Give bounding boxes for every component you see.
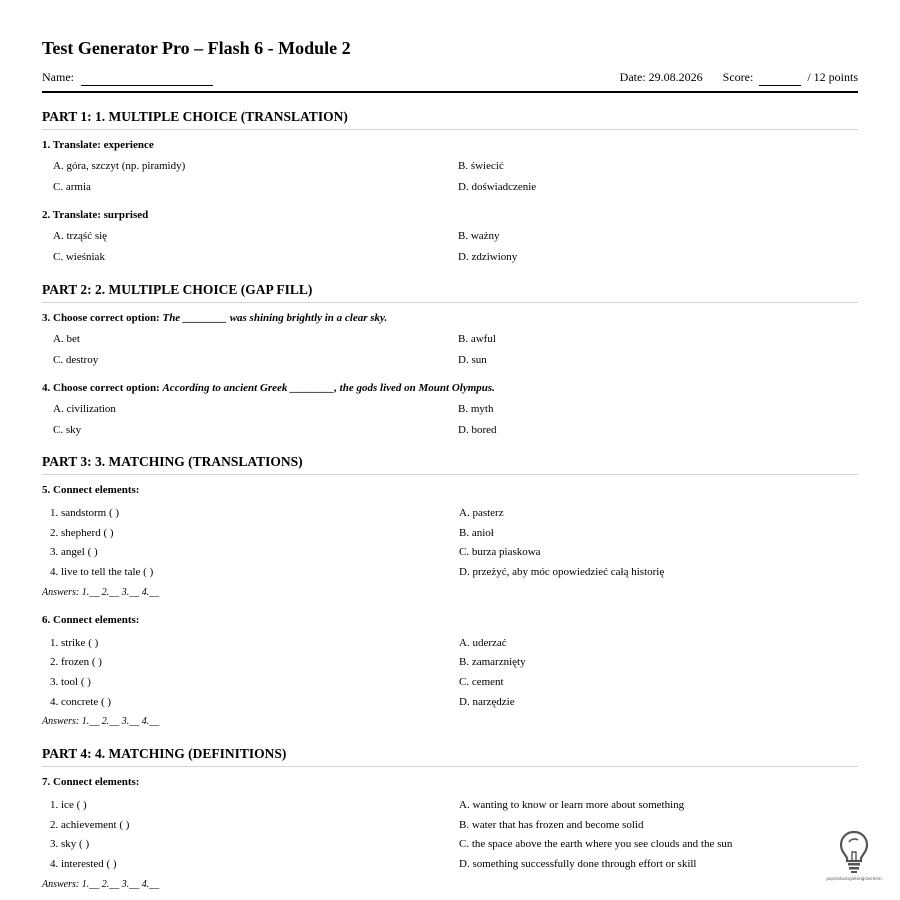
match-option: A. uderzać: [459, 637, 507, 649]
match-option: A. pasterz: [459, 507, 504, 519]
name-field: [42, 68, 213, 86]
answer-option: B. myth: [458, 403, 494, 415]
match-item: 3. tool ( ): [50, 676, 91, 688]
question-label: 3. Choose correct option:: [42, 312, 160, 324]
answer-option: D. sun: [458, 354, 487, 366]
test-sheet: [42, 0, 858, 900]
match-option: A. wanting to know or learn more about something: [459, 799, 685, 811]
part-heading: PART 2: 2. MULTIPLE CHOICE (GAP FILL): [42, 282, 313, 297]
answer-option: C. armia: [53, 181, 91, 193]
match-option: B. zamarznięty: [459, 656, 526, 668]
match-item: 4. interested ( ): [50, 858, 117, 870]
part-divider: [42, 302, 858, 303]
brand-logo: [826, 830, 882, 884]
match-option: B. anioł: [459, 527, 494, 539]
question-prompt: [42, 310, 858, 326]
question-prompt: 6. Connect elements:: [42, 614, 140, 626]
match-item: 1. sandstorm ( ): [50, 507, 120, 519]
part-divider: [42, 474, 858, 475]
score-total: / 12 points: [807, 70, 858, 84]
match-option: B. water that has frozen and become solid: [459, 819, 644, 831]
match-option: D. something successfully done through effort or skill: [459, 858, 697, 870]
gap-sentence: According to ancient Greek ________, the gods lived on Mount Olympus.: [162, 382, 495, 394]
match-option: C. burza piaskowa: [459, 546, 541, 558]
logo-text: poprostuangielskigrzechem: [826, 876, 882, 881]
part-heading: PART 4: 4. MATCHING (DEFINITIONS): [42, 746, 287, 761]
answer-option: A. civilization: [53, 403, 116, 415]
part-heading: PART 1: 1. MULTIPLE CHOICE (TRANSLATION): [42, 109, 348, 124]
match-item: 1. ice ( ): [50, 799, 87, 811]
match-item: 2. frozen ( ): [50, 656, 102, 668]
question-prompt: 2. Translate: surprised: [42, 209, 149, 221]
match-item: 4. live to tell the tale ( ): [50, 566, 154, 578]
answers-line: Answers: 1.__ 2.__ 3.__ 4.__: [42, 879, 160, 890]
answer-option: B. awful: [458, 333, 496, 345]
name-label: Name:: [42, 70, 74, 84]
answers-line: Answers: 1.__ 2.__ 3.__ 4.__: [42, 587, 160, 598]
match-item: 2. shepherd ( ): [50, 527, 114, 539]
score-blank: [759, 71, 801, 86]
answer-option: C. sky: [53, 424, 82, 436]
part-divider: [42, 766, 858, 767]
answer-option: A. trząść się: [53, 230, 108, 242]
match-option: D. przeżyć, aby móc opowiedzieć całą historię: [459, 566, 665, 578]
match-option: D. narzędzie: [459, 696, 515, 708]
question-prompt: 7. Connect elements:: [42, 776, 140, 788]
answer-option: C. wieśniak: [53, 251, 105, 263]
answer-option: D. zdziwiony: [458, 251, 518, 263]
part-heading: PART 3: 3. MATCHING (TRANSLATIONS): [42, 454, 303, 469]
answer-option: B. świecić: [458, 160, 504, 172]
question-label: 4. Choose correct option:: [42, 382, 160, 394]
match-item: 3. sky ( ): [50, 838, 90, 850]
date-score-field: [620, 68, 858, 86]
score-label: Score:: [722, 70, 754, 84]
answer-option: D. bored: [458, 424, 497, 436]
answer-option: C. destroy: [53, 354, 99, 366]
answers-line: Answers: 1.__ 2.__ 3.__ 4.__: [42, 716, 160, 727]
student-info-row: [42, 68, 858, 86]
header-divider: [42, 91, 858, 93]
answer-option: A. góra, szczyt (np. piramidy): [53, 160, 186, 172]
date-label: Date:: [619, 70, 646, 84]
question-prompt: 1. Translate: experience: [42, 139, 154, 151]
match-item: 2. achievement ( ): [50, 819, 130, 831]
question-prompt: 5. Connect elements:: [42, 484, 140, 496]
match-item: 1. strike ( ): [50, 637, 99, 649]
match-item: 3. angel ( ): [50, 546, 98, 558]
name-blank: [81, 71, 213, 86]
answer-option: B. ważny: [458, 230, 500, 242]
question-prompt: [42, 380, 858, 396]
lightbulb-icon: [839, 830, 869, 874]
match-item: 4. concrete ( ): [50, 696, 112, 708]
page-title: Test Generator Pro – Flash 6 - Module 2: [42, 38, 351, 58]
answer-option: A. bet: [53, 333, 80, 345]
part-divider: [42, 129, 858, 130]
date-value: 29.08.2026: [648, 70, 703, 84]
match-option: C. cement: [459, 676, 504, 688]
match-option: C. the space above the earth where you see clouds and the sun: [459, 838, 733, 850]
answer-option: D. doświadczenie: [458, 181, 537, 193]
gap-sentence: The ________ was shining brightly in a clear sky.: [162, 312, 388, 324]
